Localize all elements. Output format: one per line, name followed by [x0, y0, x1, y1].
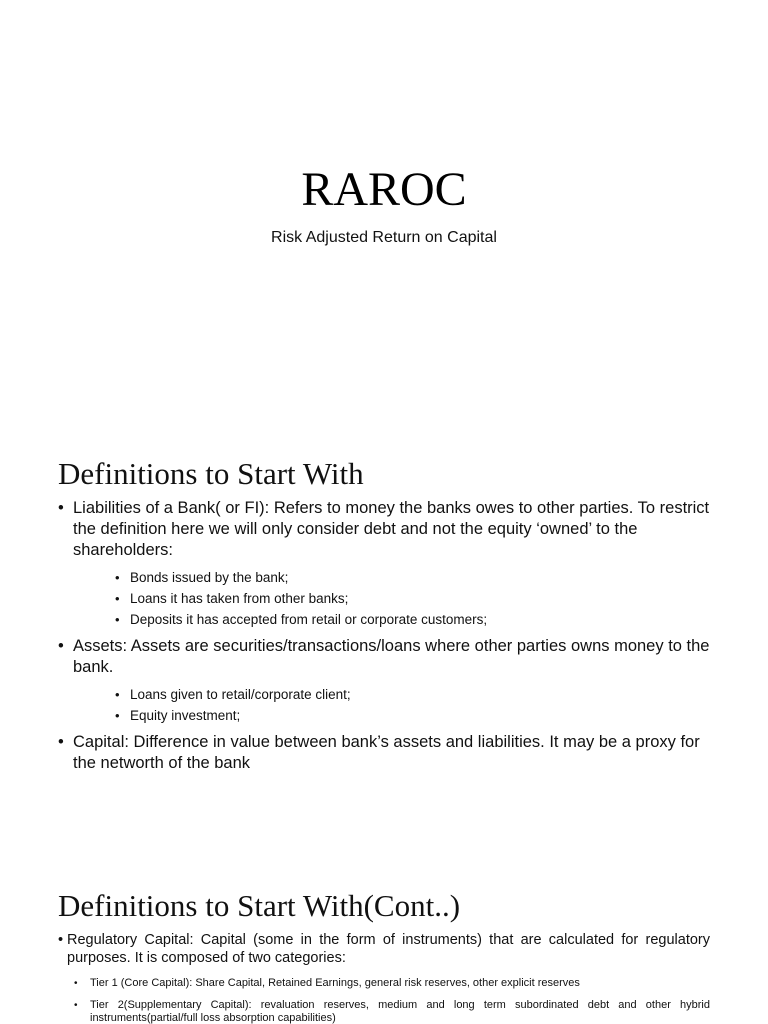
definitions-slide: [0, 440, 768, 860]
sub-bullet-item: [74, 977, 710, 990]
slide-title: RAROC: [301, 163, 467, 216]
bullet-icon: •: [74, 1000, 78, 1011]
bullet-icon: •: [115, 591, 120, 606]
sub-bullet-text: Loans given to retail/corporate client;: [130, 687, 351, 702]
bullet-item: [58, 931, 710, 967]
sub-bullet-item: [115, 705, 718, 726]
bullet-icon: •: [58, 932, 64, 948]
bullet-text: Capital: Difference in value between bank’s assets and liabilities. It may be a proxy for the networth of the bank: [73, 733, 700, 772]
title-slide: [0, 0, 768, 420]
bullet-icon: •: [74, 978, 78, 989]
bullet-icon: •: [115, 612, 120, 627]
sub-bullet-text: Deposits it has accepted from retail or corporate customers;: [130, 612, 488, 627]
bullet-icon: •: [115, 687, 120, 702]
bullet-icon: •: [58, 637, 64, 655]
bullet-text: Regulatory Capital: Capital (some in the form of instruments) that are calculated for regulatory purposes. It is composed of two categories:: [67, 932, 710, 966]
bullet-item: [58, 498, 718, 561]
bullet-icon: •: [58, 733, 64, 751]
slide-title: Definitions to Start With: [58, 456, 364, 491]
sub-bullet-text: Equity investment;: [130, 708, 241, 723]
sub-bullet-list: [58, 684, 718, 726]
sub-bullet-item: [115, 609, 718, 630]
bullet-icon: •: [115, 570, 120, 585]
sub-bullet-text: Tier 1 (Core Capital): Share Capital, Retained Earnings, general risk reserves, other explicit reserves: [90, 977, 580, 989]
sub-bullet-text: Loans it has taken from other banks;: [130, 591, 349, 606]
slide-body: [58, 931, 710, 1024]
sub-bullet-text: Tier 2(Supplementary Capital): revaluation reserves, medium and long term subordinated debt and other hybrid instruments(partial/full loss absorption capabilities): [90, 999, 710, 1024]
sub-bullet-list: [58, 567, 718, 630]
sub-bullet-text: Bonds issued by the bank;: [130, 570, 289, 585]
slide-body: [58, 498, 718, 780]
bullet-text: Liabilities of a Bank( or FI): Refers to money the banks owes to other parties. To restrict the definition here we will only consider debt and not the equity ‘owned’ to the shareholders:: [73, 499, 710, 559]
sub-bullet-item: [74, 999, 710, 1024]
sub-bullet-item: [115, 567, 718, 588]
bullet-icon: •: [115, 708, 120, 723]
definitions-cont-slide: [0, 880, 768, 1024]
bullet-icon: •: [58, 499, 64, 517]
bullet-item: [58, 636, 718, 678]
slide-title: Definitions to Start With(Cont..): [58, 888, 461, 923]
bullet-text: Assets: Assets are securities/transactions/loans where other parties owns money to the bank.: [73, 637, 710, 676]
slide-subtitle: Risk Adjusted Return on Capital: [271, 229, 497, 246]
sub-bullet-item: [115, 588, 718, 609]
sub-bullet-item: [115, 684, 718, 705]
bullet-item: [58, 732, 718, 774]
